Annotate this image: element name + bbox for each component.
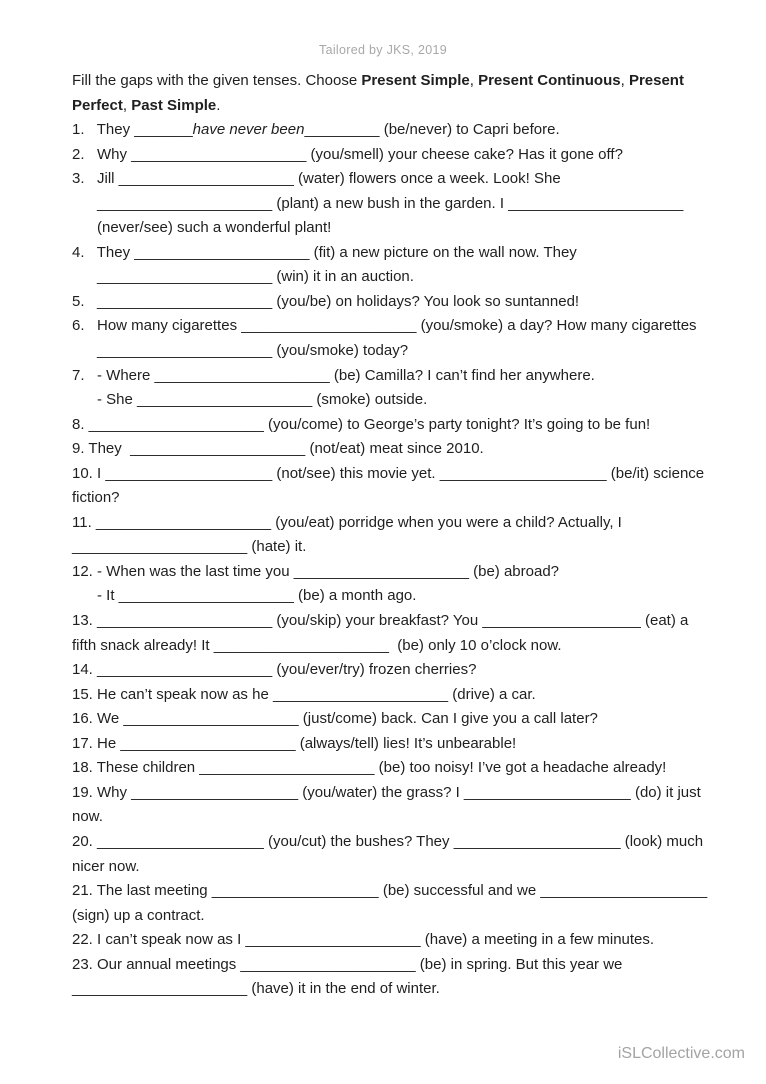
exercise-line-26 — [72, 732, 712, 757]
exercise-line-17 — [72, 511, 712, 536]
tense-name-bold: Present — [628, 72, 684, 89]
exercise-line-34 — [72, 928, 712, 953]
line-text: 19. Why ____________________ (you/water) the grass? I ____________________ (do) it just — [72, 783, 701, 801]
exercise-line-30 — [72, 830, 712, 855]
line-text: fifth snack already! It _____________________ (be) only 10 o’clock now. — [72, 636, 562, 654]
tense-name-bold: Present Continuous — [478, 72, 621, 89]
line-text: (never/see) such a wonderful plant! — [72, 219, 332, 237]
line-text: fiction? — [72, 489, 120, 507]
exercise-line-24 — [72, 683, 712, 708]
exercise-line-27 — [72, 756, 712, 781]
line-text: 3. Jill _____________________ (water) flowers once a week. Look! She — [72, 170, 561, 188]
line-text: nicer now. — [72, 857, 140, 875]
exercise-line-3 — [72, 167, 712, 192]
exercise-line-5 — [72, 216, 712, 241]
line-text: - She _____________________ (smoke) outside. — [72, 391, 428, 409]
line-text: _____________________ (plant) a new bush in the garden. I _____________________ — [72, 194, 684, 212]
line-text: 23. Our annual meetings _____________________ (be) in spring. But this year we — [72, 955, 623, 973]
line-text: , — [469, 72, 479, 89]
exercise-line-13 — [72, 413, 712, 438]
line-text: 13. _____________________ (you/skip) your breakfast? You ___________________ (eat) a — [72, 612, 689, 630]
tense-name-bold: Perfect — [72, 96, 123, 114]
exercise-line-6 — [72, 241, 712, 266]
instructions — [72, 69, 712, 118]
exercise-line-14 — [72, 437, 712, 462]
exercise-line-16 — [72, 486, 712, 511]
exercise-line-28 — [72, 781, 712, 806]
line-text: 12. - When was the last time you _____________________ (be) abroad? — [72, 562, 560, 580]
line-text: 15. He can’t speak now as he _____________________ (drive) a car. — [72, 685, 536, 703]
line-text: _____________________ (you/smoke) today? — [72, 342, 409, 360]
exercise-line-12 — [72, 388, 712, 413]
exercise-line-32 — [72, 879, 712, 904]
line-text: Fill the gaps with the given tenses. Choose — [72, 72, 362, 89]
line-text: 10. I ____________________ (not/see) this movie yet. ____________________ (be/it) science — [72, 464, 705, 482]
line-text: 9. They _____________________ (not/eat) meat since 2010. — [72, 440, 484, 458]
line-text: (be/never) to Capri before. — [379, 121, 560, 139]
instructions-line-1 — [72, 69, 712, 94]
exercise-line-36 — [72, 977, 712, 1002]
exercise-line-18 — [72, 535, 712, 560]
exercise-line-10 — [72, 339, 712, 364]
line-text: _____________________ (have) it in the end of winter. — [72, 980, 440, 998]
line-text: 18. These children _____________________ (be) too noisy! I’ve got a headache already! — [72, 759, 667, 777]
line-text: _____________________ (hate) it. — [72, 538, 307, 556]
line-text: , — [620, 72, 629, 89]
tense-name-bold: Present Simple — [361, 72, 470, 89]
worksheet-content — [72, 69, 712, 1002]
line-text: 21. The last meeting ____________________ (be) successful and we ____________________ — [72, 882, 708, 900]
line-text: 4. They _____________________ (fit) a new picture on the wall now. They — [72, 243, 577, 261]
line-text: 6. How many cigarettes _____________________ (you/smoke) a day? How many cigarettes — [72, 317, 697, 335]
line-text: (sign) up a contract. — [72, 906, 205, 924]
line-text: now. — [72, 808, 103, 826]
line-text: _____________________ (win) it in an auction. — [72, 268, 414, 286]
exercise-line-35 — [72, 953, 712, 978]
exercise-line-20 — [72, 584, 712, 609]
exercise-line-31 — [72, 855, 712, 880]
header-credit: Tailored by JKS, 2019 — [319, 43, 447, 57]
exercise-line-4 — [72, 192, 712, 217]
exercise-line-33 — [72, 904, 712, 929]
line-text: 22. I can’t speak now as I _____________________ (have) a meeting in a few minutes. — [72, 931, 655, 949]
line-text: 1. They — [72, 121, 135, 139]
exercise-line-7 — [72, 265, 712, 290]
exercise-line-29 — [72, 805, 712, 830]
line-text: 5. _____________________ (you/be) on holidays? You look so suntanned! — [72, 292, 580, 310]
exercise-line-19 — [72, 560, 712, 585]
line-text: _________ — [304, 121, 380, 139]
line-text: 11. _____________________ (you/eat) porridge when you were a child? Actually, I — [72, 513, 622, 531]
exercise-line-22 — [72, 634, 712, 659]
instructions-line-2 — [72, 94, 712, 119]
line-text: 14. _____________________ (you/ever/try) frozen cherries? — [72, 661, 477, 679]
line-text: . — [216, 96, 221, 114]
example-answer-text: have never been — [192, 121, 305, 139]
exercise-line-11 — [72, 364, 712, 389]
exercise-line-21 — [72, 609, 712, 634]
exercise-line-8 — [72, 290, 712, 315]
exercise-line-15 — [72, 462, 712, 487]
line-text: 17. He _____________________ (always/tell) lies! It’s unbearable! — [72, 734, 517, 752]
line-text: - It _____________________ (be) a month ago. — [72, 587, 417, 605]
line-text: 2. Why _____________________ (you/smell) your cheese cake? Has it gone off? — [72, 145, 623, 163]
line-text: , — [122, 96, 132, 114]
footer-brand: iSLCollective.com — [617, 1045, 745, 1062]
exercise-line-25 — [72, 707, 712, 732]
exercise-line-23 — [72, 658, 712, 683]
line-text: 8. _____________________ (you/come) to George’s party tonight? It’s going to be fun! — [72, 415, 651, 433]
exercise-line-2 — [72, 143, 712, 168]
line-text: 7. - Where _____________________ (be) Camilla? I can’t find her anywhere. — [72, 366, 595, 384]
exercise-line-9 — [72, 314, 712, 339]
exercise-line-1 — [72, 118, 712, 143]
exercise-list — [72, 118, 712, 1002]
line-text: 16. We _____________________ (just/come) back. Can I give you a call later? — [72, 710, 598, 728]
line-text: 20. ____________________ (you/cut) the bushes? They ____________________ (look) much — [72, 832, 704, 850]
tense-name-bold: Past Simple — [131, 96, 217, 114]
line-text: _______ — [134, 121, 193, 139]
